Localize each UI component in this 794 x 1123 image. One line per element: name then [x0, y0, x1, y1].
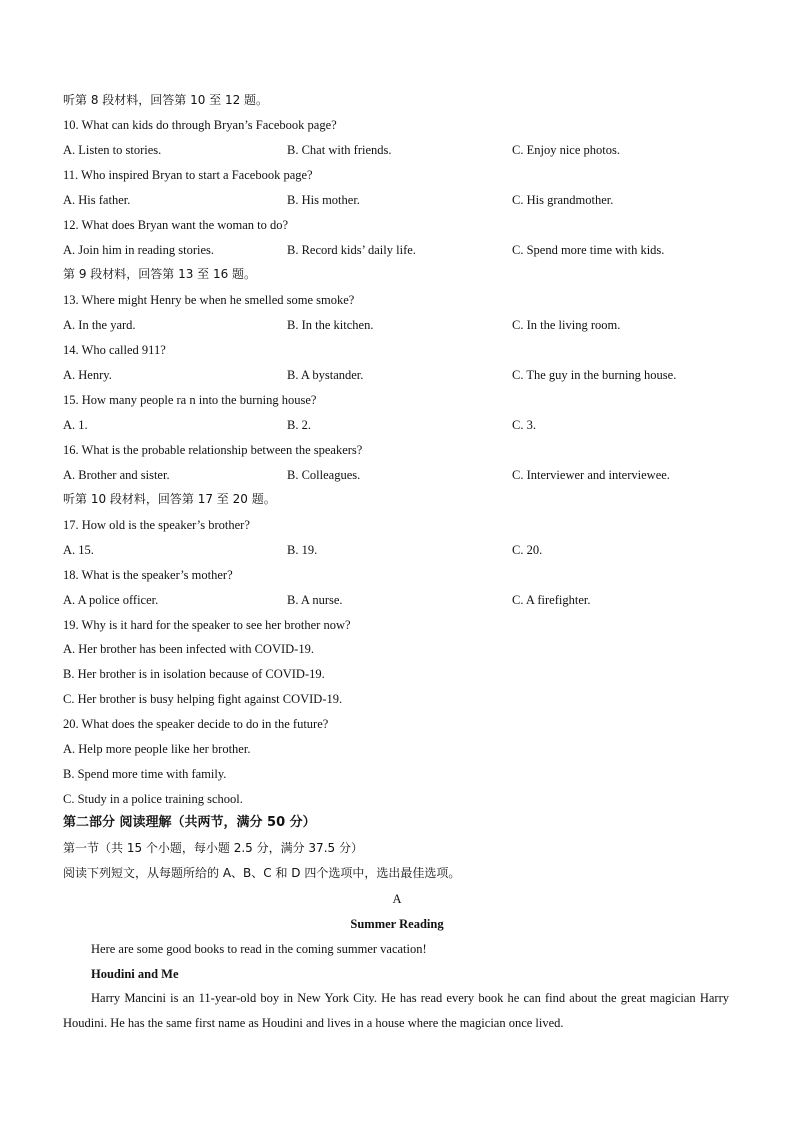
question-19: 19. Why is it hard for the speaker to see her brother now? — [63, 618, 351, 632]
q16-option-b: B. Colleagues. — [287, 468, 361, 482]
section9-header: 第 9 段材料，回答第 13 至 16 题。 — [63, 267, 257, 281]
q12-option-b: B. Record kids’ daily life. — [287, 243, 416, 257]
book1-title: Houdini and Me — [91, 967, 179, 981]
q17-option-a: A. 15. — [63, 543, 94, 557]
question-10: 10. What can kids do through Bryan’s Facebook page? — [63, 118, 337, 132]
q10-option-a: A. Listen to stories. — [63, 143, 162, 157]
section10-header: 听第 10 段材料，回答第 17 至 20 题。 — [63, 492, 276, 506]
part2-section1: 第一节（共 15 个小题，每小题 2.5 分，满分 37.5 分） — [63, 841, 363, 855]
q14-option-a: A. Henry. — [63, 368, 112, 382]
passage-title: Summer Reading — [350, 917, 444, 931]
q13-option-c: C. In the living room. — [512, 318, 621, 332]
question-20: 20. What does the speaker decide to do in the future? — [63, 717, 329, 731]
q20-option-c: C. Study in a police training school. — [63, 792, 243, 806]
q11-option-b: B. His mother. — [287, 193, 360, 207]
q19-option-a: A. Her brother has been infected with COVID-19. — [63, 642, 314, 656]
q17-option-b: B. 19. — [287, 543, 318, 557]
q18-option-b: B. A nurse. — [287, 593, 343, 607]
q17-option-c: C. 20. — [512, 543, 543, 557]
q15-option-c: C. 3. — [512, 418, 536, 432]
q13-option-a: A. In the yard. — [63, 318, 136, 332]
question-11: 11. Who inspired Bryan to start a Facebook page? — [63, 168, 313, 182]
q19-option-b: B. Her brother is in isolation because of COVID-19. — [63, 667, 325, 681]
part2-instruction: 阅读下列短文，从每题所给的 A、B、C 和 D 四个选项中，选出最佳选项。 — [63, 866, 461, 880]
question-17: 17. How old is the speaker’s brother? — [63, 518, 250, 532]
q20-option-a: A. Help more people like her brother. — [63, 742, 251, 756]
q13-option-b: B. In the kitchen. — [287, 318, 374, 332]
q18-option-a: A. A police officer. — [63, 593, 159, 607]
q15-option-b: B. 2. — [287, 418, 311, 432]
q12-option-a: A. Join him in reading stories. — [63, 243, 215, 257]
q20-option-b: B. Spend more time with family. — [63, 767, 227, 781]
q16-option-c: C. Interviewer and interviewee. — [512, 468, 670, 482]
q10-option-b: B. Chat with friends. — [287, 143, 392, 157]
q10-option-c: C. Enjoy nice photos. — [512, 143, 620, 157]
q15-option-a: A. 1. — [63, 418, 88, 432]
q12-option-c: C. Spend more time with kids. — [512, 243, 665, 257]
question-12: 12. What does Bryan want the woman to do? — [63, 218, 289, 232]
q19-option-c: C. Her brother is busy helping fight against COVID-19. — [63, 692, 343, 706]
q11-option-a: A. His father. — [63, 193, 131, 207]
question-13: 13. Where might Henry be when he smelled some smoke? — [63, 293, 355, 307]
q18-option-c: C. A firefighter. — [512, 593, 591, 607]
book1-paragraph: Harry Mancini is an 11-year-old boy in New York City. He has read every book he can find about the great magician Harry Houdini. He has the same first name as Houdini and lives in a house where the magician once lived. — [63, 991, 729, 1030]
q11-option-c: C. His grandmother. — [512, 193, 614, 207]
question-16: 16. What is the probable relationship between the speakers? — [63, 443, 363, 457]
question-18: 18. What is the speaker’s mother? — [63, 568, 233, 582]
passage-letter: A — [392, 892, 402, 906]
section8-header: 听第 8 段材料，回答第 10 至 12 题。 — [63, 93, 269, 107]
passage-intro: Here are some good books to read in the coming summer vacation! — [91, 942, 427, 956]
question-15: 15. How many people ra n into the burning house? — [63, 393, 317, 407]
q14-option-b: B. A bystander. — [287, 368, 364, 382]
q16-option-a: A. Brother and sister. — [63, 468, 170, 482]
part2-title: 第二部分 阅读理解（共两节，满分 50 分） — [63, 815, 316, 830]
question-14: 14. Who called 911? — [63, 343, 166, 357]
q14-option-c: C. The guy in the burning house. — [512, 368, 677, 382]
